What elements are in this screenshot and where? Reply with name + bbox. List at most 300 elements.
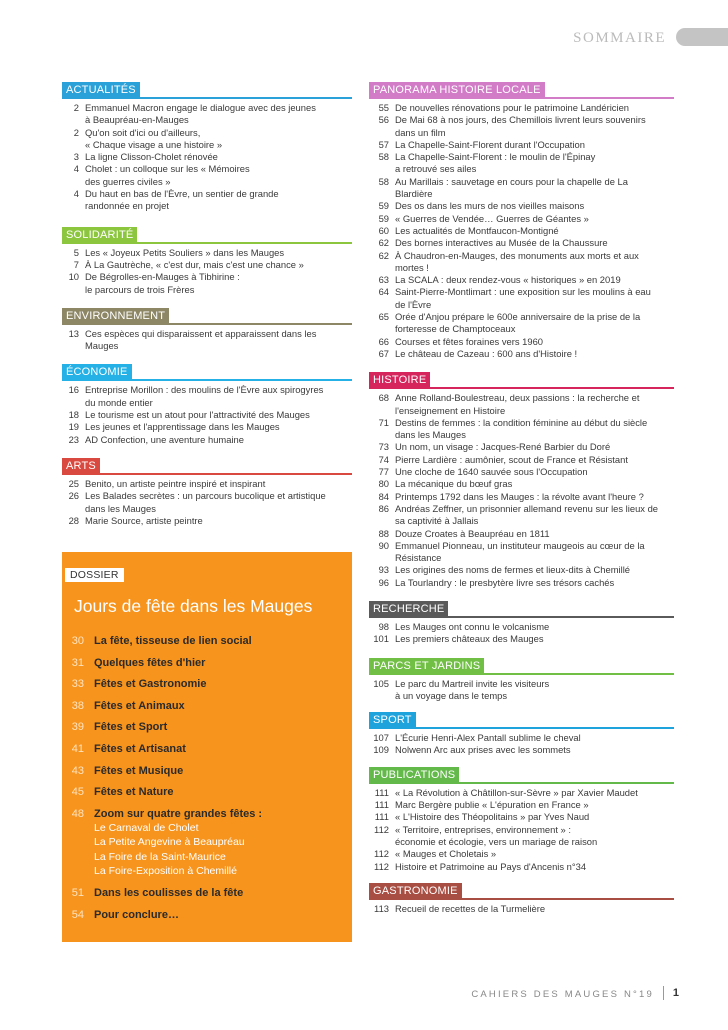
section-header: [369, 80, 674, 98]
entry-title-line: Nolwenn Arc aux prises avec les sommets: [395, 744, 571, 756]
right-column: [369, 80, 674, 923]
entry-title: [395, 348, 577, 360]
toc-section: [369, 599, 674, 646]
toc-entry[interactable]: [369, 213, 674, 225]
section-label: HISTOIRE: [369, 372, 430, 387]
entry-title-line: Orée d'Anjou prépare le 600e anniversaire de la prise de la: [395, 311, 641, 323]
entry-title-line: Le parc du Martreil invite les visiteurs: [395, 677, 550, 689]
entry-page-number: 5: [73, 246, 79, 258]
entry-page-number: 113: [374, 902, 389, 914]
entry-page-number: 3: [73, 151, 79, 163]
entry-title-line: Qu'on soit d'ici ou d'ailleurs,: [85, 126, 201, 138]
entry-title-line: Un nom, un visage : Jacques-René Barbier du Doré: [395, 441, 611, 453]
entry-title: [395, 540, 645, 565]
entry-title-continuation: forteresse de Champtoceaux: [395, 323, 516, 335]
entry-title: [85, 421, 280, 433]
toc-entry[interactable]: [369, 787, 674, 799]
entry-page-number: 98: [378, 620, 389, 632]
toc-section: [369, 881, 674, 915]
toc-section: [62, 80, 352, 213]
toc-entry[interactable]: [369, 176, 674, 201]
section-header: [369, 656, 674, 674]
toc-entry[interactable]: [369, 528, 674, 540]
entry-title-line: Les « Joyeux Petits Souliers » dans les Mauges: [85, 246, 285, 258]
section-header: [62, 225, 352, 243]
entry-title-line: Emmanuel Pionneau, un instituteur maugeois au cœur de la: [395, 539, 645, 551]
entry-page-number: 80: [378, 478, 389, 490]
dossier-entry-title: [94, 764, 183, 778]
entry-title-line: La mécanique du bœuf gras: [395, 478, 513, 490]
toc-entry[interactable]: [369, 540, 674, 565]
dossier-entry-title-line: Pour conclure…: [94, 908, 179, 921]
section-header: [369, 710, 674, 728]
dossier-entry-title: [94, 908, 179, 922]
dossier-entry-title-line: Dans les coulisses de la fête: [94, 886, 244, 899]
entry-title-line: Des os dans les murs de nos vieilles maisons: [395, 200, 585, 212]
toc-entry[interactable]: [369, 102, 674, 114]
dossier-entry[interactable]: [62, 764, 352, 778]
toc-entry[interactable]: [369, 903, 674, 915]
entry-title-line: Emmanuel Macron engage le dialogue avec des jeunes: [85, 102, 316, 113]
section-label: SPORT: [369, 712, 416, 727]
toc-entry[interactable]: [369, 274, 674, 286]
section-header: [369, 765, 674, 783]
section-label: GASTRONOMIE: [369, 883, 462, 898]
toc-entry[interactable]: [369, 861, 674, 873]
entry-title-line: « Territoire, entreprises, environnement » :: [395, 823, 571, 835]
entry-title-line: Printemps 1792 dans les Mauges : la révolte avant l'heure ?: [395, 490, 644, 502]
entry-title: [395, 237, 608, 249]
entry-page-number: 19: [68, 421, 79, 433]
entry-title-line: L'Écurie Henri-Alex Pantall sublime le cheval: [395, 732, 581, 744]
section-header: [62, 456, 352, 474]
dossier-entry[interactable]: [62, 785, 352, 799]
entry-page-number: 77: [378, 466, 389, 478]
entry-title: [395, 392, 639, 417]
entry-title-line: La Chapelle-Saint-Florent : le moulin de l'Épinay: [395, 151, 596, 163]
entry-title: [395, 176, 628, 201]
entry-page-number: 2: [73, 126, 79, 138]
section-header: [369, 881, 674, 899]
header-tab-decoration: [676, 28, 728, 46]
entry-title-line: Ces espèces qui disparaissent et apparaissent dans les Mauges: [85, 327, 317, 352]
toc-entry[interactable]: [369, 286, 674, 311]
entry-title: [395, 311, 640, 336]
entry-page-number: 67: [378, 347, 389, 359]
toc-entry[interactable]: [369, 503, 674, 528]
entry-title-line: Courses et fêtes foraines vers 1960: [395, 335, 543, 347]
entry-title-continuation: « Chaque visage a une histoire »: [85, 138, 223, 150]
entry-page-number: 23: [68, 433, 79, 445]
entry-title: [395, 903, 545, 915]
entry-title: [395, 478, 512, 490]
dossier-entry[interactable]: [62, 677, 352, 691]
entry-page-number: 59: [378, 212, 389, 224]
toc-entry[interactable]: [62, 490, 352, 515]
entry-title: [395, 744, 571, 756]
toc-entry[interactable]: [369, 633, 674, 645]
entry-title: [395, 286, 651, 311]
entry-page-number: 112: [374, 823, 389, 835]
toc-entry[interactable]: [369, 200, 674, 212]
toc-entry[interactable]: [62, 163, 352, 188]
toc-entry[interactable]: [62, 102, 352, 127]
entry-title-line: La SCALA : deux rendez-vous « historiques » en 2019: [395, 274, 621, 286]
section-label: PUBLICATIONS: [369, 767, 459, 782]
entry-title-line: Destins de femmes : la condition féminine au début du siècle: [395, 416, 648, 428]
dossier-label: DOSSIER: [65, 568, 124, 582]
entry-page-number: 7: [73, 258, 79, 270]
dossier-entry[interactable]: [62, 656, 352, 670]
entry-title-line: Au Marillais : sauvetage en cours pour la chapelle de La: [395, 175, 628, 187]
entry-title: [85, 247, 284, 259]
entry-title: [85, 490, 326, 515]
dossier-entry-title-line: Quelques fêtes d'hier: [94, 656, 206, 669]
toc-entry[interactable]: [62, 259, 352, 271]
entry-title-line: De nouvelles rénovations pour le patrimoine Landéricien: [395, 102, 629, 113]
section-label: PANORAMA HISTOIRE LOCALE: [369, 82, 545, 97]
dossier-entry-title: [94, 656, 205, 670]
entry-title-line: Les premiers châteaux des Mauges: [395, 633, 544, 645]
toc-entry[interactable]: [62, 247, 352, 259]
entry-title: [395, 811, 589, 823]
entry-title-line: AD Confection, une aventure humaine: [85, 433, 244, 445]
dossier-entry-title-line: La fête, tisseuse de lien social: [94, 635, 252, 647]
dossier-entry-title: [94, 742, 186, 756]
dossier-entry-title: [94, 785, 173, 799]
entry-title: [395, 621, 549, 633]
dossier-entry[interactable]: [62, 634, 352, 648]
toc-entry[interactable]: [369, 151, 674, 176]
dossier-items: [62, 634, 352, 929]
entry-page-number: 10: [68, 271, 79, 283]
entry-title: [395, 114, 646, 139]
entry-title-line: Cholet : un colloque sur les « Mémoires: [85, 163, 250, 175]
toc-entry[interactable]: [369, 441, 674, 453]
entry-page-number: 4: [73, 188, 79, 200]
entry-title: [395, 250, 639, 275]
entry-title-line: Des bornes interactives au Musée de la Chaussure: [395, 237, 608, 249]
entry-page-number: 13: [68, 327, 79, 339]
entry-page-number: 84: [378, 490, 389, 502]
dossier-page-number: 39: [71, 721, 84, 734]
entry-page-number: 96: [378, 576, 389, 588]
toc-entry[interactable]: [369, 577, 674, 589]
toc-entry[interactable]: [369, 811, 674, 823]
entry-page-number: 2: [73, 102, 79, 113]
entry-title-continuation: sa captivité à Jallais: [395, 515, 479, 527]
toc-section: [369, 80, 674, 360]
entry-title-continuation: dans les Mauges: [395, 429, 466, 441]
entry-title: [395, 441, 610, 453]
section-header: [62, 362, 352, 380]
dossier-sub-entry: La Foire de la Saint-Maurice: [94, 850, 226, 863]
entry-page-number: 25: [68, 477, 79, 489]
entry-title-continuation: dans les Mauges: [85, 502, 156, 514]
toc-entry[interactable]: [369, 564, 674, 576]
section-label: ARTS: [62, 458, 100, 473]
dossier-page-number: 54: [71, 908, 84, 921]
entry-title-line: À La Gautrèche, « c'est dur, mais c'est une chance »: [85, 258, 304, 270]
entry-page-number: 68: [378, 392, 389, 404]
section-header: [62, 306, 352, 324]
entry-title: [395, 528, 550, 540]
entry-page-number: 86: [378, 502, 389, 514]
entry-title-line: À Chaudron-en-Mauges, des monuments aux morts et aux: [395, 249, 639, 261]
dossier-page-number: 51: [71, 886, 84, 899]
entry-title-line: Du haut en bas de l'Èvre, un sentier de grande: [85, 188, 279, 200]
page-title: SOMMAIRE: [573, 30, 666, 46]
toc-entry[interactable]: [369, 678, 674, 703]
toc-entry[interactable]: [369, 744, 674, 756]
entry-title: [85, 259, 304, 271]
entry-title: [85, 163, 250, 188]
dossier-entry-title-line: Fêtes et Sport: [94, 721, 168, 734]
section-label: ÉCONOMIE: [62, 364, 132, 379]
entry-page-number: 60: [378, 224, 389, 236]
entry-title: [85, 151, 218, 163]
entry-title: [85, 478, 265, 490]
toc-entry[interactable]: [369, 139, 674, 151]
entry-title: [85, 328, 352, 353]
entry-title: [395, 503, 658, 528]
dossier-entry-title-line: Fêtes et Musique: [94, 764, 184, 777]
toc-entry[interactable]: [369, 491, 674, 503]
section-label: PARCS ET JARDINS: [369, 658, 484, 673]
dossier-entry-title-line: Fêtes et Artisanat: [94, 742, 186, 755]
entry-title-line: La ligne Clisson-Cholet rénovée: [85, 151, 218, 163]
entry-page-number: 63: [378, 274, 389, 286]
section-header: [62, 80, 352, 98]
entry-page-number: 101: [373, 633, 389, 645]
entry-title-line: Entreprise Morillon : des moulins de l'Èvre aux spirogyres: [85, 384, 324, 396]
entry-page-number: 73: [378, 441, 389, 453]
entry-page-number: 28: [68, 514, 79, 526]
toc-entry[interactable]: [62, 434, 352, 446]
dossier-entry[interactable]: [62, 699, 352, 713]
entry-title: [395, 151, 595, 176]
entry-title: [395, 732, 581, 744]
entry-title: [395, 336, 543, 348]
entry-page-number: 88: [378, 527, 389, 539]
toc-entry[interactable]: [62, 409, 352, 421]
entry-title: [395, 678, 549, 703]
toc-entry[interactable]: [369, 250, 674, 275]
entry-page-number: 111: [374, 811, 389, 823]
entry-title: [395, 577, 614, 589]
toc-entry[interactable]: [369, 336, 674, 348]
dossier-entry[interactable]: [62, 720, 352, 734]
toc-entry[interactable]: [369, 454, 674, 466]
section-label: ENVIRONNEMENT: [62, 308, 169, 323]
dossier-entry[interactable]: [62, 908, 352, 922]
entry-title-continuation: de l'Èvre: [395, 298, 432, 310]
toc-entry[interactable]: [62, 188, 352, 213]
toc-entry[interactable]: [62, 271, 352, 296]
entry-page-number: 109: [373, 744, 389, 756]
entry-title: [395, 102, 629, 114]
dossier-entry-title: [94, 807, 262, 879]
entry-page-number: 74: [378, 453, 389, 465]
entry-title-line: Les jeunes et l'apprentissage dans les Mauges: [85, 421, 280, 433]
toc-section: [369, 656, 674, 703]
entry-title-line: Recueil de recettes de la Turmelière: [395, 902, 546, 914]
footer-magazine: CAHIERS DES MAUGES N°19: [471, 989, 654, 1000]
entry-title: [395, 848, 496, 860]
toc-entry[interactable]: [369, 311, 674, 336]
dossier-entry-title-line: Fêtes et Animaux: [94, 699, 185, 712]
entry-title-line: De Bégrolles-en-Mauges à Tibhirine :: [85, 271, 240, 283]
entry-title: [85, 127, 222, 152]
dossier-entry-title-line: Zoom sur quatre grandes fêtes :: [94, 807, 263, 820]
entry-page-number: 4: [73, 163, 79, 175]
entry-title: [395, 491, 644, 503]
entry-title-line: Douze Croates à Beaupréau en 1811: [395, 527, 550, 539]
dossier-entry-title: [94, 677, 206, 691]
entry-page-number: 64: [378, 286, 389, 298]
toc-entry[interactable]: [369, 732, 674, 744]
toc-entry[interactable]: [369, 478, 674, 490]
entry-title-line: Anne Rolland-Boulestreau, deux passions : la recherche et: [395, 392, 640, 404]
section-label: ACTUALITÉS: [62, 82, 140, 97]
toc-entry[interactable]: [62, 421, 352, 433]
dossier-entry[interactable]: [62, 807, 352, 879]
entry-title-continuation: Blardière: [395, 188, 433, 200]
entry-title-line: Les actualités de Montfaucon-Montigné: [395, 224, 559, 236]
entry-title: [395, 861, 586, 873]
dossier-title: Jours de fête dans les Mauges: [74, 596, 313, 616]
entry-title-continuation: économie et écologie, vers un mariage de raison: [395, 835, 598, 847]
entry-page-number: 66: [378, 335, 389, 347]
entry-title-continuation: l'enseignement en Histoire: [395, 404, 506, 416]
entry-title: [395, 417, 647, 442]
entry-title: [395, 139, 585, 151]
section-header: [369, 370, 674, 388]
toc-entry[interactable]: [369, 799, 674, 811]
toc-entry[interactable]: [62, 328, 352, 353]
entry-page-number: 112: [374, 848, 389, 860]
toc-entry[interactable]: [369, 466, 674, 478]
dossier-page-number: 38: [71, 699, 84, 712]
entry-title-line: « L'Histoire des Théopolitains » par Yves Naud: [395, 811, 590, 823]
toc-entry[interactable]: [369, 348, 674, 360]
dossier-page-number: 48: [71, 807, 84, 820]
entry-title-line: La Tourlandry : le presbytère livre ses trésors cachés: [395, 576, 615, 588]
entry-page-number: 107: [373, 732, 389, 744]
dossier-page-number: 30: [71, 635, 84, 647]
section-label: RECHERCHE: [369, 601, 448, 616]
entry-page-number: 105: [373, 677, 389, 689]
entry-page-number: 56: [378, 114, 389, 126]
entry-title-line: Les Mauges ont connu le volcanisme: [395, 620, 550, 632]
dossier-entry[interactable]: [62, 742, 352, 756]
entry-title-continuation: à un voyage dans le temps: [395, 689, 508, 701]
toc-entry[interactable]: [62, 384, 352, 409]
toc-entry[interactable]: [62, 478, 352, 490]
toc-entry[interactable]: [369, 848, 674, 860]
toc-entry[interactable]: [62, 515, 352, 527]
entry-title: [395, 454, 628, 466]
dossier-entry-title: [94, 634, 252, 648]
section-label: SOLIDARITÉ: [62, 227, 137, 242]
footer-separator: [663, 986, 664, 1000]
entry-page-number: 71: [378, 416, 389, 428]
entry-title-line: Les Balades secrètes : un parcours bucolique et artistique: [85, 490, 326, 502]
entry-page-number: 59: [378, 200, 389, 212]
toc-entry[interactable]: [369, 417, 674, 442]
entry-title: [395, 787, 638, 799]
entry-title: [85, 188, 279, 213]
entry-title: [395, 824, 597, 849]
entry-title-line: Les origines des noms de fermes et lieux-dits à Chemillé: [395, 564, 631, 576]
entry-title: [395, 213, 589, 225]
section-header: [369, 599, 674, 617]
toc-section: [62, 456, 352, 527]
entry-title-line: Saint-Pierre-Montlimart : une exposition sur les moulins à eau: [395, 286, 651, 298]
toc-entry[interactable]: [369, 824, 674, 849]
entry-title: [395, 466, 588, 478]
entry-page-number: 18: [68, 409, 79, 421]
toc-entry[interactable]: [369, 237, 674, 249]
entry-title-continuation: randonnée en projet: [85, 200, 169, 212]
entry-page-number: 90: [378, 539, 389, 551]
entry-title: [85, 102, 316, 127]
toc-section: [62, 362, 352, 445]
dossier-sub-entry: Le Carnaval de Cholet: [94, 821, 199, 834]
dossier-page-number: 31: [71, 656, 84, 669]
entry-title: [395, 200, 584, 212]
entry-title-continuation: du monde entier: [85, 396, 153, 408]
toc-entry[interactable]: [369, 225, 674, 237]
entry-page-number: 112: [374, 860, 389, 872]
dossier-sub-entry: La Petite Angevine à Beaupréau: [94, 836, 245, 849]
toc-entry[interactable]: [369, 392, 674, 417]
toc-entry[interactable]: [62, 151, 352, 163]
entry-title-line: Andréas Zeffner, un prisonnier allemand revenu sur les lieux de: [395, 502, 658, 514]
entry-page-number: 58: [378, 151, 389, 163]
dossier-entry-title: [94, 886, 243, 900]
entry-title: [395, 274, 621, 286]
entry-page-number: 93: [378, 564, 389, 576]
toc-entry[interactable]: [369, 114, 674, 139]
entry-title-line: Histoire et Patrimoine au Pays d'Ancenis n°34: [395, 860, 587, 872]
dossier-entry-title-line: Fêtes et Nature: [94, 786, 174, 799]
entry-title-line: Pierre Lardière : aumônier, scout de France et Résistant: [395, 453, 628, 465]
dossier-entry-title: [94, 699, 185, 713]
entry-title-continuation: à Beaupréau-en-Mauges: [85, 114, 189, 126]
toc-entry[interactable]: [62, 127, 352, 152]
dossier-page-number: 41: [71, 742, 84, 755]
entry-title: [395, 564, 630, 576]
entry-page-number: 62: [378, 237, 389, 249]
entry-page-number: 65: [378, 311, 389, 323]
entry-title: [85, 434, 244, 446]
dossier-entry-title: [94, 720, 167, 734]
toc-section: [62, 306, 352, 353]
toc-section: [369, 370, 674, 589]
entry-title: [85, 409, 310, 421]
entry-title-line: « La Révolution à Châtillon-sur-Sèvre » par Xavier Maudet: [395, 786, 638, 798]
entry-page-number: 111: [374, 786, 389, 798]
entry-page-number: 62: [378, 249, 389, 261]
dossier-box: [62, 552, 352, 942]
entry-title: [85, 515, 203, 527]
toc-entry[interactable]: [369, 621, 674, 633]
dossier-entry[interactable]: [62, 886, 352, 900]
dossier-sub-entry: La Foire-Exposition à Chemillé: [94, 864, 237, 877]
entry-title-line: « Mauges et Choletais »: [395, 848, 497, 860]
section-rule: [62, 473, 352, 475]
